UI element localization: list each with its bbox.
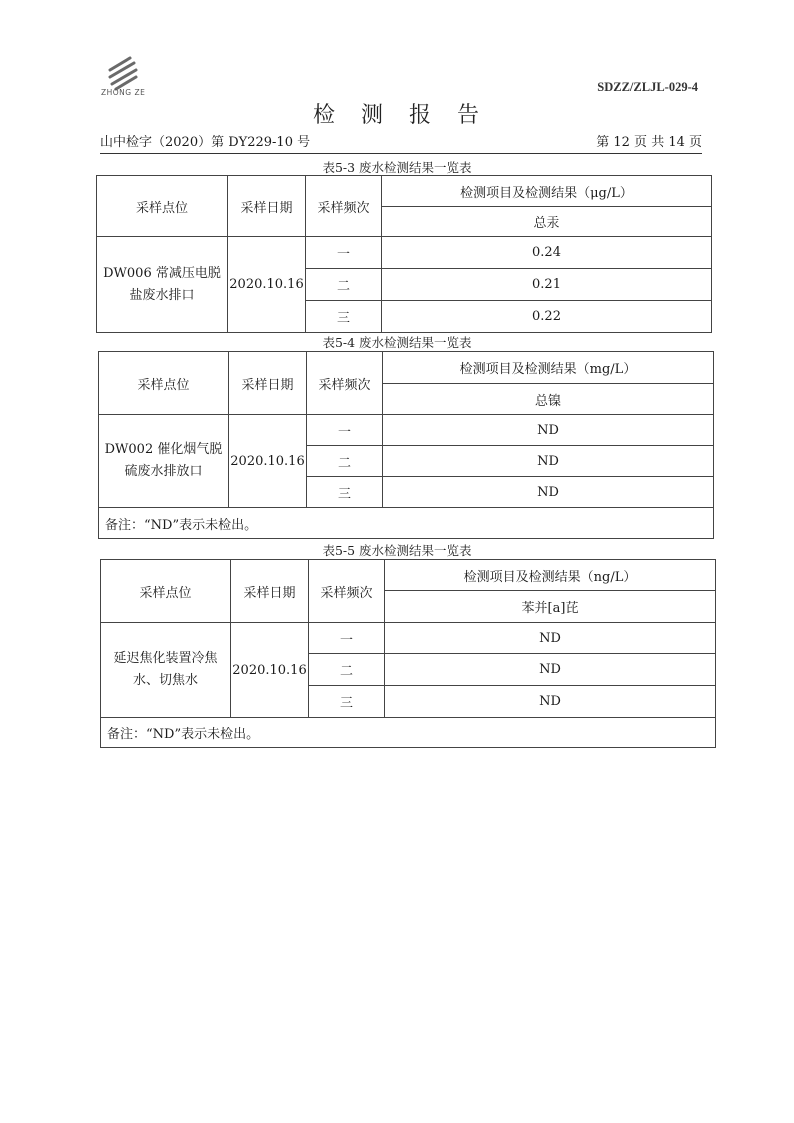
sample-date: 2020.10.16: [231, 623, 309, 718]
sample-site: 延迟焦化装置冷焦水、切焦水: [101, 623, 231, 718]
frequency-cell: 一: [306, 237, 382, 269]
result-value: ND: [385, 686, 716, 718]
header-results-group: 检测项目及检测结果（ng/L）: [385, 560, 716, 591]
result-value: 0.22: [382, 301, 712, 333]
report-subheader: [100, 131, 702, 154]
header-item: 总汞: [382, 207, 712, 237]
table-note: 备注：“ND”表示未检出。: [99, 508, 714, 539]
frequency-cell: 一: [307, 415, 383, 446]
header-frequency: 采样频次: [309, 560, 385, 623]
result-value: ND: [385, 654, 716, 686]
frequency-cell: 二: [306, 269, 382, 301]
sample-date: 2020.10.16: [228, 237, 306, 333]
header-date: 采样日期: [228, 176, 306, 237]
header-date: 采样日期: [231, 560, 309, 623]
logo-text: ZHONG ZE: [101, 88, 146, 97]
frequency-cell: 三: [307, 477, 383, 508]
table-note: 备注：“ND”表示未检出。: [101, 718, 716, 748]
result-value: 0.21: [382, 269, 712, 301]
table-caption: 表5-4 废水检测结果一览表: [322, 335, 472, 350]
header-date: 采样日期: [229, 352, 307, 415]
header-results-group: 检测项目及检测结果（mg/L）: [383, 352, 714, 384]
sample-site: DW006 常减压电脱盐废水排口: [97, 237, 228, 333]
header-frequency: 采样频次: [306, 176, 382, 237]
frequency-cell: 三: [309, 686, 385, 718]
frequency-cell: 三: [306, 301, 382, 333]
header-site: 采样点位: [97, 176, 228, 237]
result-table-5-3: [96, 175, 712, 333]
result-value: ND: [385, 623, 716, 654]
header-site: 采样点位: [101, 560, 231, 623]
result-table-5-4: [98, 351, 714, 539]
result-value: ND: [383, 477, 714, 508]
header-item: 苯并[a]芘: [385, 591, 716, 623]
result-table-5-5: [100, 559, 716, 748]
table-caption: 表5-5 废水检测结果一览表: [322, 543, 472, 558]
page-info: 第 12 页 共 14 页: [596, 135, 702, 150]
frequency-cell: 一: [309, 623, 385, 654]
header-site: 采样点位: [99, 352, 229, 415]
result-value: ND: [383, 446, 714, 477]
frequency-cell: 二: [309, 654, 385, 686]
report-number: 山中检字（2020）第 DY229-10 号: [100, 135, 311, 150]
table-caption: 表5-3 废水检测结果一览表: [322, 160, 472, 175]
frequency-cell: 二: [307, 446, 383, 477]
sample-site: DW002 催化烟气脱硫废水排放口: [99, 415, 229, 508]
header-results-group: 检测项目及检测结果（μg/L）: [382, 176, 712, 207]
document-number: SDZZ/ZLJL-029-4: [597, 80, 698, 94]
sample-date: 2020.10.16: [229, 415, 307, 508]
header-item: 总镍: [383, 384, 714, 415]
result-value: ND: [383, 415, 714, 446]
result-value: 0.24: [382, 237, 712, 269]
header-frequency: 采样频次: [307, 352, 383, 415]
page-title: 检测报告: [312, 103, 505, 128]
